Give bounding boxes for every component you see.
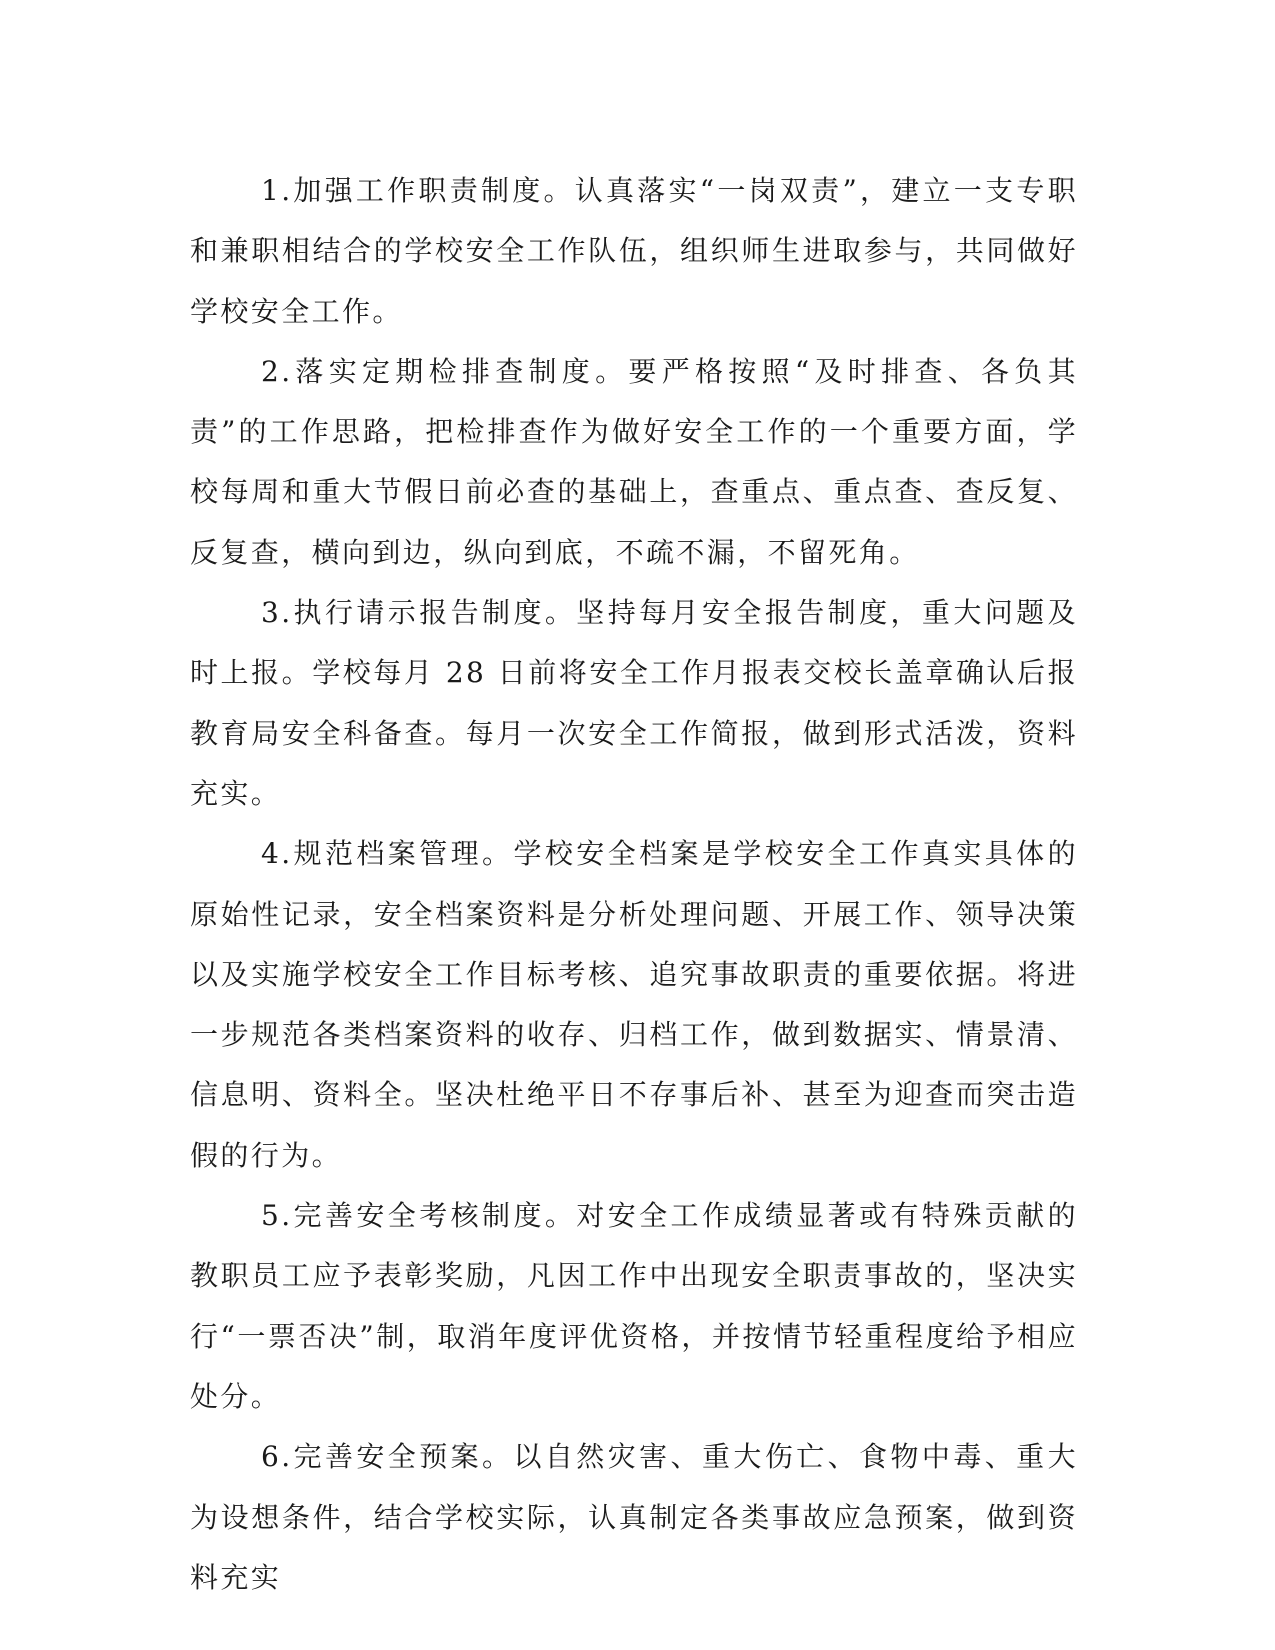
document-body [190, 161, 1078, 1608]
paragraph-safety-assessment: 5.完善安全考核制度。对安全工作成绩显著或有特殊贡献的教职员工应予表彰奖励，凡因工作中出现安全职责事故的，坚决实行“一票否决”制，取消年度评优资格，并按情节轻重程度给予相应处分。 [190, 1199, 1078, 1413]
paragraph-report-system: 3.执行请示报告制度。坚持每月安全报告制度，重大问题及时上报。学校每月 28 日前将安全工作月报表交校长盖章确认后报教育局安全科备查。每月一次安全工作简报，做到形式活泼，资料充实。 [190, 596, 1078, 810]
paragraph-archive-management: 4.规范档案管理。学校安全档案是学校安全工作真实具体的原始性记录，安全档案资料是分析处理问题、开展工作、领导决策以及实施学校安全工作目标考核、追究事故职责的重要依据。将进一步规范各类档案资料的收存、归档工作，做到数据实、情景清、信息明、资料全。坚决杜绝平日不存事后补、甚至为迎查而突击造假的行为。 [190, 837, 1078, 1172]
paragraph-safety-plan: 6.完善安全预案。以自然灾害、重大伤亡、食物中毒、重大为设想条件，结合学校实际，认真制定各类事故应急预案，做到资料充实 [190, 1440, 1078, 1594]
paragraph-work-responsibility: 1.加强工作职责制度。认真落实“一岗双责”，建立一支专职和兼职相结合的学校安全工作队伍，组织师生进取参与，共同做好学校安全工作。 [190, 174, 1078, 328]
paragraph-regular-inspection: 2.落实定期检排查制度。要严格按照“及时排查、各负其责”的工作思路，把检排查作为做好安全工作的一个重要方面，学校每周和重大节假日前必查的基础上，查重点、重点查、查反复、反复查，横向到边，纵向到底，不疏不漏，不留死角。 [190, 354, 1078, 569]
